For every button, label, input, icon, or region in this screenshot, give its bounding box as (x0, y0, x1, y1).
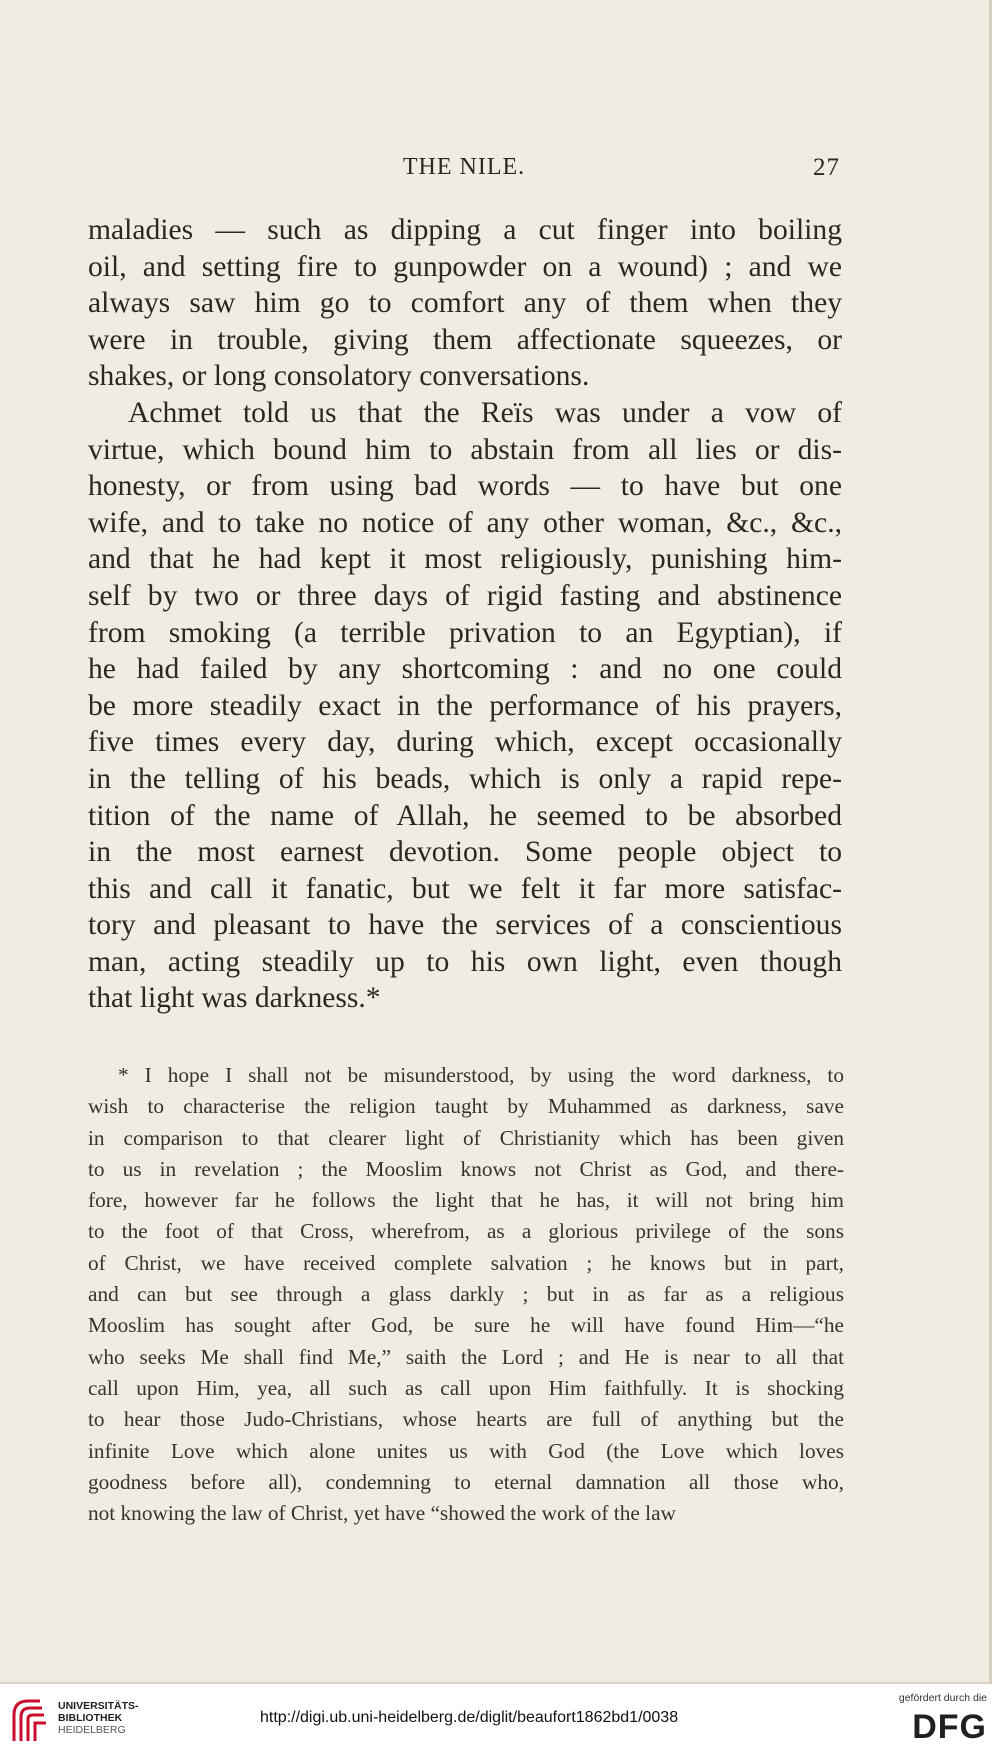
footnote-line: who seeks Me shall find Me,” saith the Lord ; and He is near to all that (88, 1344, 844, 1369)
body-line: honesty, or from using bad words — to have but one (88, 470, 842, 503)
footnote (88, 1060, 844, 1529)
body-text (88, 212, 842, 1017)
body-line: virtue, which bound him to abstain from all lies or dis- (88, 433, 842, 466)
sponsor[interactable] (857, 1692, 987, 1746)
body-line: man, acting steadily up to his own light, even though (88, 945, 842, 978)
footnote-line: in comparison to that clearer light of Christianity which has been given (88, 1125, 844, 1150)
footnote-line: Mooslim has sought after God, be sure he will have found Him—“he (88, 1313, 844, 1338)
body-line: oil, and setting fire to gunpowder on a wound) ; and we (88, 250, 842, 283)
ub-heidelberg-logo-icon[interactable] (10, 1695, 54, 1745)
footnote-line: to the foot of that Cross, wherefrom, as a glorious privilege of the sons (88, 1219, 844, 1244)
viewer-footer (0, 1684, 995, 1757)
body-line: be more steadily exact in the performance of his prayers, (88, 689, 842, 722)
body-line: Achmet told us that the Reïs was under a vow of (128, 396, 842, 429)
body-line: tory and pleasant to have the services of a conscientious (88, 909, 842, 942)
dfg-logo: DFG (912, 1708, 987, 1746)
body-line: he had failed by any shortcoming : and no one could (88, 653, 842, 686)
footnote-line: of Christ, we have received complete salvation ; he knows but in part, (88, 1250, 844, 1275)
permalink-url[interactable]: http://digi.ub.uni-heidelberg.de/diglit/beaufort1862bd1/0038 (260, 1709, 679, 1726)
footnote-line: and can but see through a glass darkly ; but in as far as a religious (88, 1282, 844, 1307)
body-line: tition of the name of Allah, he seemed to be absorbed (88, 799, 842, 832)
footnote-line: to us in revelation ; the Mooslim knows not Christ as God, and there- (88, 1156, 844, 1181)
body-line: in the most earnest devotion. Some people object to (88, 836, 842, 869)
footnote-line: * I hope I shall not be misunderstood, by using the word darkness, to (118, 1063, 844, 1087)
body-line: wife, and to take no notice of any other woman, &c., &c., (88, 506, 842, 539)
library-name[interactable] (58, 1700, 139, 1736)
sponsor-caption: gefördert durch die (898, 1692, 987, 1704)
body-line: in the telling of his beads, which is only a rapid repe- (88, 762, 842, 795)
body-line: maladies — such as dipping a cut finger into boiling (88, 214, 842, 246)
running-head (88, 154, 840, 188)
body-line: this and call it fanatic, but we felt it far more satisfac- (88, 872, 842, 905)
footnote-line: call upon Him, yea, all such as call upon Him faithfully. It is shocking (88, 1375, 844, 1400)
body-line: that light was darkness.* (88, 982, 381, 1015)
library-name-line: HEIDELBERG (58, 1724, 126, 1736)
body-line: shakes, or long consolatory conversations. (88, 360, 590, 393)
footnote-line: wish to characterise the religion taught by Muhammed as darkness, save (88, 1094, 844, 1119)
body-line: were in trouble, giving them affectionate squeezes, or (88, 323, 842, 356)
footnote-line: to hear those Judo-Christians, whose hearts are full of anything but the (88, 1407, 844, 1432)
body-line: always saw him go to comfort any of them when they (88, 287, 842, 320)
body-line: five times every day, during which, except occasionally (88, 726, 842, 759)
body-line: from smoking (a terrible privation to an Egyptian), if (88, 616, 842, 649)
footnote-line: infinite Love which alone unites us with God (the Love which loves (88, 1438, 844, 1463)
footnote-line: fore, however far he follows the light that he has, it will not bring him (88, 1188, 844, 1213)
page-number: 27 (813, 154, 840, 181)
library-name-line: BIBLIOTHEK (58, 1712, 123, 1724)
body-line: self by two or three days of rigid fasting and abstinence (88, 579, 842, 612)
library-name-line: UNIVERSITÄTS- (58, 1700, 139, 1712)
body-line: and that he had kept it most religiously, punishing him- (88, 543, 842, 576)
running-head-title: THE NILE. (402, 154, 526, 180)
footnote-line: not knowing the law of Christ, yet have “showed the work of the law (88, 1501, 676, 1526)
footnote-line: goodness before all), condemning to eternal damnation all those who, (88, 1469, 844, 1494)
